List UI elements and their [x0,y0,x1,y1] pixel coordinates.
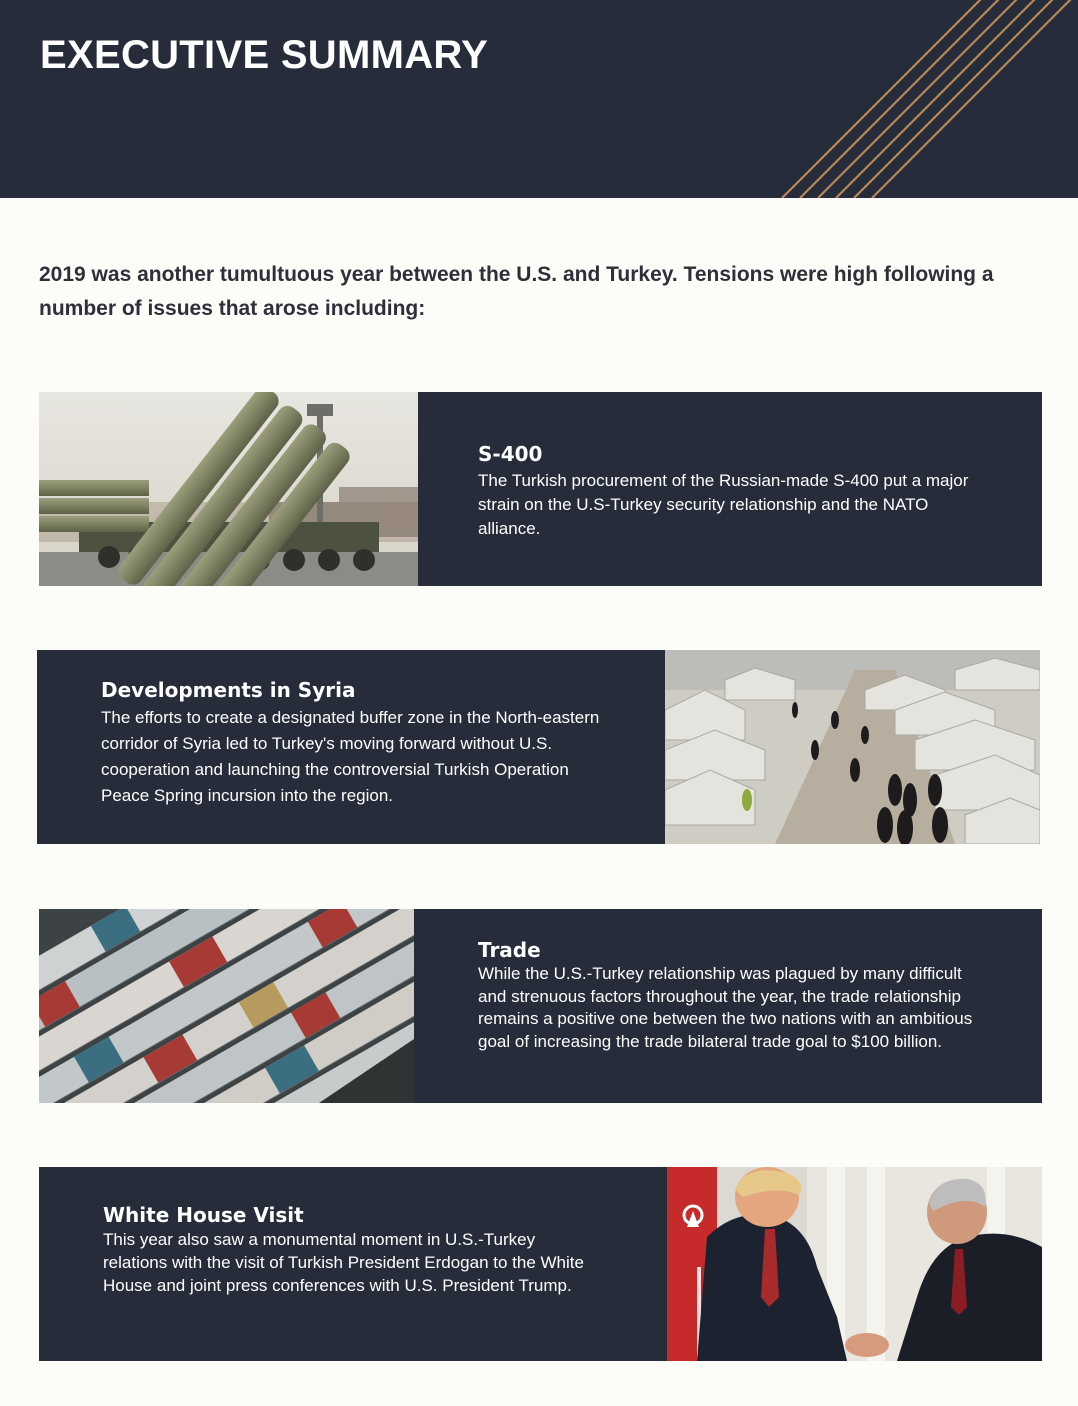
trade-body: While the U.S.-Turkey relationship was plagued by many difficult and strenuous factors throughout the year, the trade relationship remains a positive one between the two nations with an ambitious goal of increasing the trade bilateral trade goal to $100 billion. [478,964,973,1051]
white-house-info-panel [39,1167,667,1361]
s400-heading: S-400 [478,442,543,466]
header-banner [0,0,1078,198]
syria-body: The efforts to create a designated buffer zone in the North-eastern corridor of Syria led to Turkey's moving forward without U.S. cooperation and launching the controversial Turkish Operation Peace Spring incursion into the region. [101,708,600,805]
trade-heading: Trade [478,938,541,962]
syria-info-panel [37,650,665,844]
white-house-heading: White House Visit [103,1203,304,1227]
trade-info-panel [414,909,1042,1103]
intro-paragraph: 2019 was another tumultuous year between the U.S. and Turkey. Tensions were high following a number of issues that arose including: [39,263,994,320]
s400-info-panel [418,392,1042,586]
shipping-containers-photo [39,909,414,1103]
diagonal-stripes-decoration [0,0,1078,198]
s400-body: The Turkish procurement of the Russian-made S-400 put a major strain on the U.S-Turkey security relationship and the NATO alliance. [478,471,969,538]
syria-heading: Developments in Syria [101,678,356,702]
white-house-body: This year also saw a monumental moment in U.S.-Turkey relations with the visit of Turkish President Erdogan to the White House and joint press conferences with U.S. President Trump. [103,1230,584,1295]
s400-missile-launcher-photo [39,392,418,586]
white-house-handshake-photo [667,1167,1042,1361]
syria-refugee-camp-photo [665,650,1040,844]
page-title: EXECUTIVE SUMMARY [40,33,489,77]
